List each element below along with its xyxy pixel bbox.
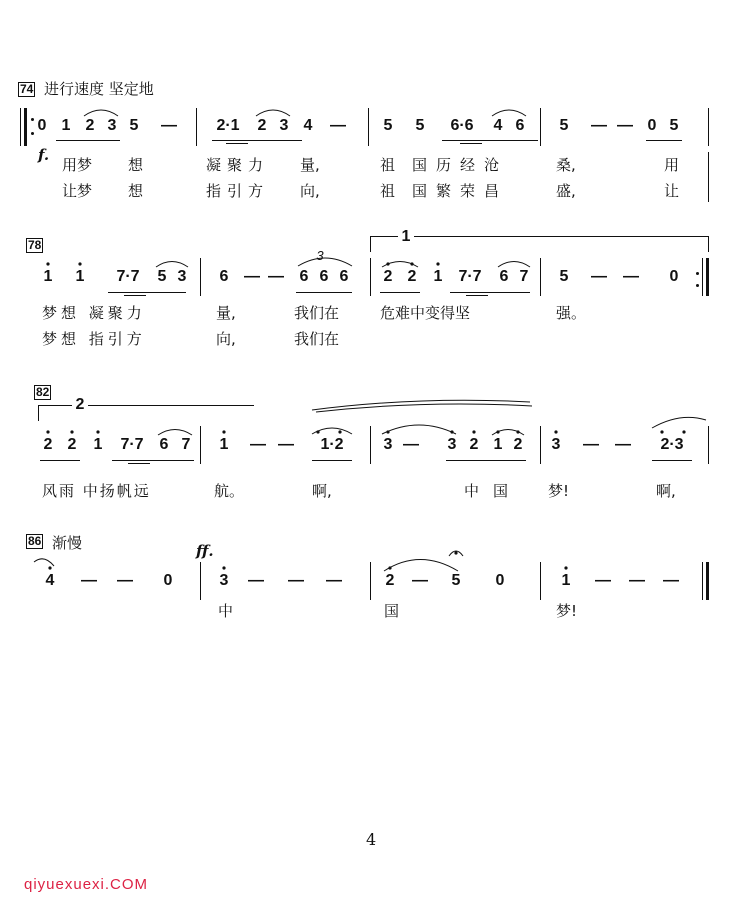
dash: —	[161, 117, 177, 134]
dash: —	[268, 268, 284, 285]
lyric: 用	[664, 156, 680, 174]
note: 2	[43, 436, 53, 453]
note: 7·7	[458, 268, 482, 285]
lyric: 国繁荣昌	[412, 182, 509, 200]
dash: —	[623, 268, 639, 285]
note: 1	[93, 436, 103, 453]
lyric: 向,	[216, 330, 236, 348]
slur	[382, 425, 456, 434]
note: 5	[157, 268, 167, 285]
note: 1	[561, 572, 571, 589]
lyric: 量,	[216, 304, 236, 322]
lyric: 啊,	[312, 482, 332, 500]
slur	[384, 560, 458, 572]
note: 6	[219, 268, 229, 285]
lyric: 梦!	[548, 482, 570, 500]
note: 4	[45, 572, 55, 589]
note: 3	[447, 436, 457, 453]
note: 2·3	[660, 436, 684, 453]
measure-number-74: 74	[20, 82, 34, 96]
note: 1	[493, 436, 503, 453]
measure-number-82: 82	[36, 385, 50, 399]
lyric: 梦想 指引方	[42, 330, 146, 348]
lyric: 盛,	[556, 182, 576, 200]
dash: —	[412, 572, 428, 589]
dash: —	[615, 436, 631, 453]
dash: —	[117, 572, 133, 589]
lyric: 强。	[556, 304, 587, 322]
dash: —	[244, 268, 260, 285]
lyric: 向,	[300, 182, 320, 200]
note: 0	[669, 268, 679, 285]
lyric: 国	[384, 602, 400, 620]
tempo-marking: 进行速度 坚定地	[44, 80, 154, 98]
slur	[652, 417, 706, 428]
measure-number-86: 86	[28, 534, 42, 548]
note: 1	[43, 268, 53, 285]
note: 7	[181, 436, 191, 453]
note: 5	[415, 117, 425, 134]
lyric: 风雨 中扬帆远	[42, 482, 151, 500]
volta-2: 2	[72, 396, 88, 414]
note: 5	[451, 572, 461, 589]
lyric: 桑,	[556, 156, 576, 174]
lyric: 梦想 凝聚力	[42, 304, 146, 322]
note: 6	[499, 268, 509, 285]
note: 2	[257, 117, 267, 134]
dash: —	[617, 117, 633, 134]
note: 1	[219, 436, 229, 453]
note: 2	[385, 572, 395, 589]
lyric: 国历经沧	[412, 156, 509, 174]
lyric: 祖	[380, 156, 396, 174]
slur	[498, 262, 530, 268]
dash: —	[248, 572, 264, 589]
note: 0	[37, 117, 47, 134]
lyric: 想	[128, 182, 144, 200]
slur	[492, 110, 526, 116]
dash: —	[330, 117, 346, 134]
lyric: 航。	[214, 482, 245, 500]
note: 6	[319, 268, 329, 285]
dash: —	[629, 572, 645, 589]
note: 3	[551, 436, 561, 453]
dash: —	[591, 117, 607, 134]
note: 6	[159, 436, 169, 453]
lyric: 中	[218, 602, 234, 620]
lyric: 想	[128, 156, 144, 174]
lyric: 梦!	[556, 602, 578, 620]
dynamic-f: f.	[38, 146, 50, 164]
lyric: 凝聚力	[206, 156, 270, 174]
lyric: 中国	[464, 482, 523, 500]
note: 5	[669, 117, 679, 134]
note: 3	[279, 117, 289, 134]
note: 7	[519, 268, 529, 285]
note: 1	[433, 268, 443, 285]
note: 4	[303, 117, 313, 134]
dash: —	[591, 268, 607, 285]
triplet-mark: 3	[316, 248, 324, 263]
note: 6	[339, 268, 349, 285]
dash: —	[81, 572, 97, 589]
lyric: 危难中变得坚	[380, 304, 471, 322]
note: 6	[299, 268, 309, 285]
lyric: 啊,	[656, 482, 676, 500]
note: 6·6	[450, 117, 474, 134]
dynamic-ff: ff.	[196, 542, 214, 560]
note: 2	[469, 436, 479, 453]
slur	[298, 258, 352, 266]
tie-across	[316, 404, 532, 412]
slur	[84, 110, 118, 116]
dash: —	[288, 572, 304, 589]
lyric: 让梦	[62, 182, 93, 200]
lyric: 我们在	[294, 304, 340, 322]
note: 2	[67, 436, 77, 453]
note: 2·1	[216, 117, 240, 134]
note: 2	[85, 117, 95, 134]
dash: —	[278, 436, 294, 453]
note: 6	[515, 117, 525, 134]
measure-number-78: 78	[28, 238, 42, 252]
page-number: 4	[366, 830, 377, 849]
note: 7·7	[120, 436, 144, 453]
note: 4	[493, 117, 503, 134]
note: 1	[75, 268, 85, 285]
dash: —	[595, 572, 611, 589]
note: 1·2	[320, 436, 344, 453]
watermark: qiyuexuexi.COM	[24, 876, 149, 893]
dash: —	[583, 436, 599, 453]
slur	[156, 262, 188, 268]
slur	[158, 430, 192, 436]
lyric: 我们在	[294, 330, 340, 348]
note: 5	[383, 117, 393, 134]
dash: —	[403, 436, 419, 453]
note: 7·7	[116, 268, 140, 285]
note: 3	[177, 268, 187, 285]
tie-across	[312, 400, 530, 410]
note: 2	[513, 436, 523, 453]
note: 2	[407, 268, 417, 285]
lyric: 祖	[380, 182, 396, 200]
lyric: 指引方	[206, 182, 270, 200]
note: 5	[559, 117, 569, 134]
lyric: 让	[664, 182, 680, 200]
note: 5	[559, 268, 569, 285]
note: 0	[647, 117, 657, 134]
note: 0	[163, 572, 173, 589]
dash: —	[250, 436, 266, 453]
note: 3	[219, 572, 229, 589]
note: 0	[495, 572, 505, 589]
lyric: 量,	[300, 156, 320, 174]
slur	[256, 110, 290, 116]
note: 2	[383, 268, 393, 285]
note: 3	[107, 117, 117, 134]
note: 3	[383, 436, 393, 453]
note: 5	[129, 117, 139, 134]
lyric: 用梦	[62, 156, 93, 174]
dash: —	[663, 572, 679, 589]
slur	[34, 559, 54, 566]
tempo-slowing: 渐慢	[52, 534, 83, 552]
dash: —	[326, 572, 342, 589]
volta-1: 1	[398, 228, 414, 246]
note: 1	[61, 117, 71, 134]
